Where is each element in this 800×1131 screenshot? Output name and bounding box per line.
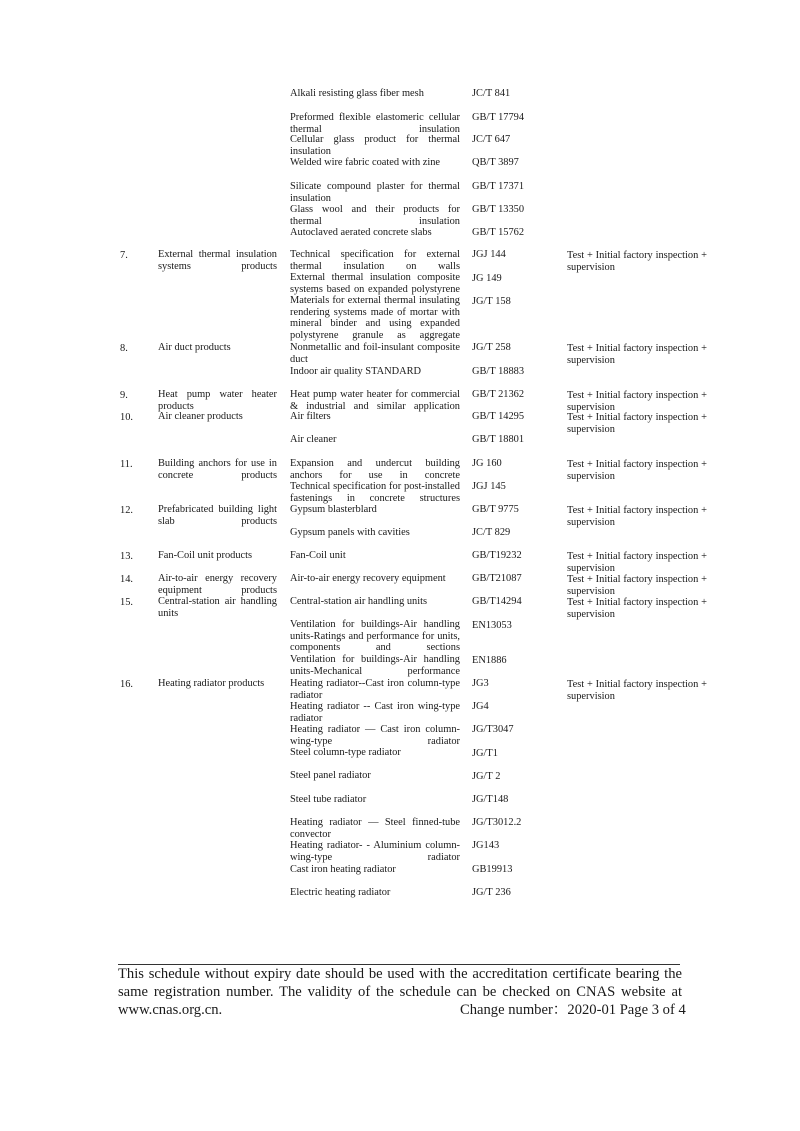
product-name: Air cleaner: [290, 434, 337, 445]
standard-code: JG3: [472, 678, 489, 689]
certification-mode: Test + Initial factory inspection + supervision: [567, 459, 707, 482]
product-name: Fan-Coil unit: [290, 550, 346, 561]
standard-code: JC/T 647: [472, 134, 511, 145]
product-name: Central-station air handling units: [290, 596, 428, 607]
product-name: Heating radiator--Cast iron column-type radiator: [290, 678, 460, 701]
standard-code: GB/T 9775: [472, 504, 519, 515]
item-number: 14.: [120, 574, 133, 585]
product-category: Heat pump water heater products: [158, 389, 277, 412]
standard-code: GB/T14294: [472, 596, 522, 607]
footer-website: www.cnas.org.cn.: [118, 1002, 223, 1018]
footer-line: same registration number. The validity of the schedule can be checked on CNAS website at: [118, 984, 682, 1000]
standard-code: GB/T 18883: [472, 366, 525, 377]
standard-code: JG/T1: [472, 748, 498, 759]
standard-code: JG/T 2: [472, 771, 501, 782]
item-number: 11.: [120, 459, 133, 470]
product-name: Preformed flexible elastomeric cellular thermal insulation: [290, 112, 460, 135]
standard-code: EN1886: [472, 655, 507, 666]
product-name: Expansion and undercut building anchors for use in concrete: [290, 458, 460, 481]
item-number: 8.: [120, 343, 128, 354]
standard-code: JGJ 145: [472, 481, 506, 492]
product-name: Gypsum panels with cavities: [290, 527, 410, 538]
product-name: Steel panel radiator: [290, 770, 371, 781]
standard-code: JG/T3047: [472, 724, 514, 735]
item-number: 13.: [120, 551, 133, 562]
product-name: Heating radiator — Cast iron column-wing-type radiator: [290, 724, 460, 747]
product-name: Air-to-air energy recovery equipment: [290, 573, 446, 584]
product-name: Steel column-type radiator: [290, 747, 401, 758]
product-name: Welded wire fabric coated with zine: [290, 157, 441, 168]
standard-code: JG/T3012.2: [472, 817, 522, 828]
certification-mode: Test + Initial factory inspection + supervision: [567, 679, 707, 702]
standard-code: GB/T 14295: [472, 411, 525, 422]
footer-divider: [118, 964, 680, 965]
standard-code: GB19913: [472, 864, 513, 875]
product-name: Nonmetallic and foil-insulant composite duct: [290, 342, 460, 365]
standard-code: GB/T19232: [472, 550, 522, 561]
product-name: Steel tube radiator: [290, 794, 367, 805]
product-name: Gypsum blasterblard: [290, 504, 377, 515]
standard-code: JG/T 158: [472, 296, 511, 307]
standard-code: JG 149: [472, 273, 502, 284]
product-category: Fan-Coil unit products: [158, 550, 253, 561]
certification-mode: Test + Initial factory inspection + supervision: [567, 412, 707, 435]
certification-mode: Test + Initial factory inspection + supervision: [567, 551, 707, 574]
standard-code: JC/T 841: [472, 88, 511, 99]
certification-mode: Test + Initial factory inspection + supervision: [567, 250, 707, 273]
standard-code: JG4: [472, 701, 489, 712]
item-number: 15.: [120, 597, 133, 608]
product-name: Autoclaved aerated concrete slabs: [290, 227, 432, 238]
item-number: 16.: [120, 679, 133, 690]
standard-code: GB/T 15762: [472, 227, 525, 238]
product-name: Indoor air quality STANDARD: [290, 366, 422, 377]
product-name: Technical specification for post-installed fastenings in concrete structures: [290, 481, 460, 504]
product-name: Silicate compound plaster for thermal insulation: [290, 181, 460, 204]
product-name: Ventilation for buildings-Air handling units-Ratings and performance for units, components and sections: [290, 619, 460, 654]
product-name: External thermal insulation composite systems based on expanded polystyrene: [290, 272, 460, 295]
standard-code: GB/T21087: [472, 573, 522, 584]
item-number: 10.: [120, 412, 133, 423]
product-name: Electric heating radiator: [290, 887, 391, 898]
product-name: Materials for external thermal insulating rendering systems made of mortar with mineral binder and using expanded polystyrene granule as aggregate: [290, 295, 460, 341]
standard-code: JG/T 236: [472, 887, 511, 898]
item-number: 9.: [120, 390, 128, 401]
product-category: Prefabricated building light slab products: [158, 504, 277, 527]
standard-code: GB/T 13350: [472, 204, 525, 215]
item-number: 7.: [120, 250, 128, 261]
product-name: Heating radiator -- Cast iron wing-type radiator: [290, 701, 460, 724]
product-category: Heating radiator products: [158, 678, 265, 689]
certification-mode: Test + Initial factory inspection + supervision: [567, 343, 707, 366]
standard-code: JG143: [472, 840, 500, 851]
product-name: Glass wool and their products for thermal insulation: [290, 204, 460, 227]
product-name: Technical specification for external thermal insulation on walls: [290, 249, 460, 272]
standard-code: GB/T 17371: [472, 181, 525, 192]
product-name: Cast iron heating radiator: [290, 864, 396, 875]
product-name: Air filters: [290, 411, 331, 422]
standard-code: EN13053: [472, 620, 512, 631]
product-category: Air-to-air energy recovery equipment products: [158, 573, 277, 596]
standard-code: JG/T148: [472, 794, 509, 805]
product-category: Air duct products: [158, 342, 231, 353]
product-name: Heating radiator- - Aluminium column-wing-type radiator: [290, 840, 460, 863]
standard-code: GB/T 18801: [472, 434, 525, 445]
product-name: Alkali resisting glass fiber mesh: [290, 88, 424, 99]
product-category: Building anchors for use in concrete products: [158, 458, 277, 481]
standard-code: GB/T 17794: [472, 112, 525, 123]
certification-mode: Test + Initial factory inspection + supervision: [567, 390, 707, 413]
standard-code: JG 160: [472, 458, 502, 469]
standard-code: JGJ 144: [472, 249, 506, 260]
product-category: Central-station air handling units: [158, 596, 277, 619]
footer-line: This schedule without expiry date should be used with the accreditation certificate bearing the: [118, 966, 682, 982]
product-name: Heating radiator — Steel finned-tube convector: [290, 817, 460, 840]
certification-mode: Test + Initial factory inspection + supervision: [567, 597, 707, 620]
standard-code: GB/T 21362: [472, 389, 525, 400]
standard-code: JG/T 258: [472, 342, 511, 353]
product-name: Heat pump water heater for commercial & industrial and similar application: [290, 389, 460, 412]
product-category: External thermal insulation systems products: [158, 249, 277, 272]
product-name: Cellular glass product for thermal insulation: [290, 134, 460, 157]
standard-code: JC/T 829: [472, 527, 511, 538]
item-number: 12.: [120, 505, 133, 516]
standard-code: QB/T 3897: [472, 157, 519, 168]
certification-mode: Test + Initial factory inspection + supervision: [567, 574, 707, 597]
product-category: Air cleaner products: [158, 411, 243, 422]
product-name: Ventilation for buildings-Air handling units-Mechanical performance: [290, 654, 460, 677]
footer-page-info: Change number：2020-01 Page 3 of 4: [460, 1002, 686, 1018]
certification-mode: Test + Initial factory inspection + supervision: [567, 505, 707, 528]
